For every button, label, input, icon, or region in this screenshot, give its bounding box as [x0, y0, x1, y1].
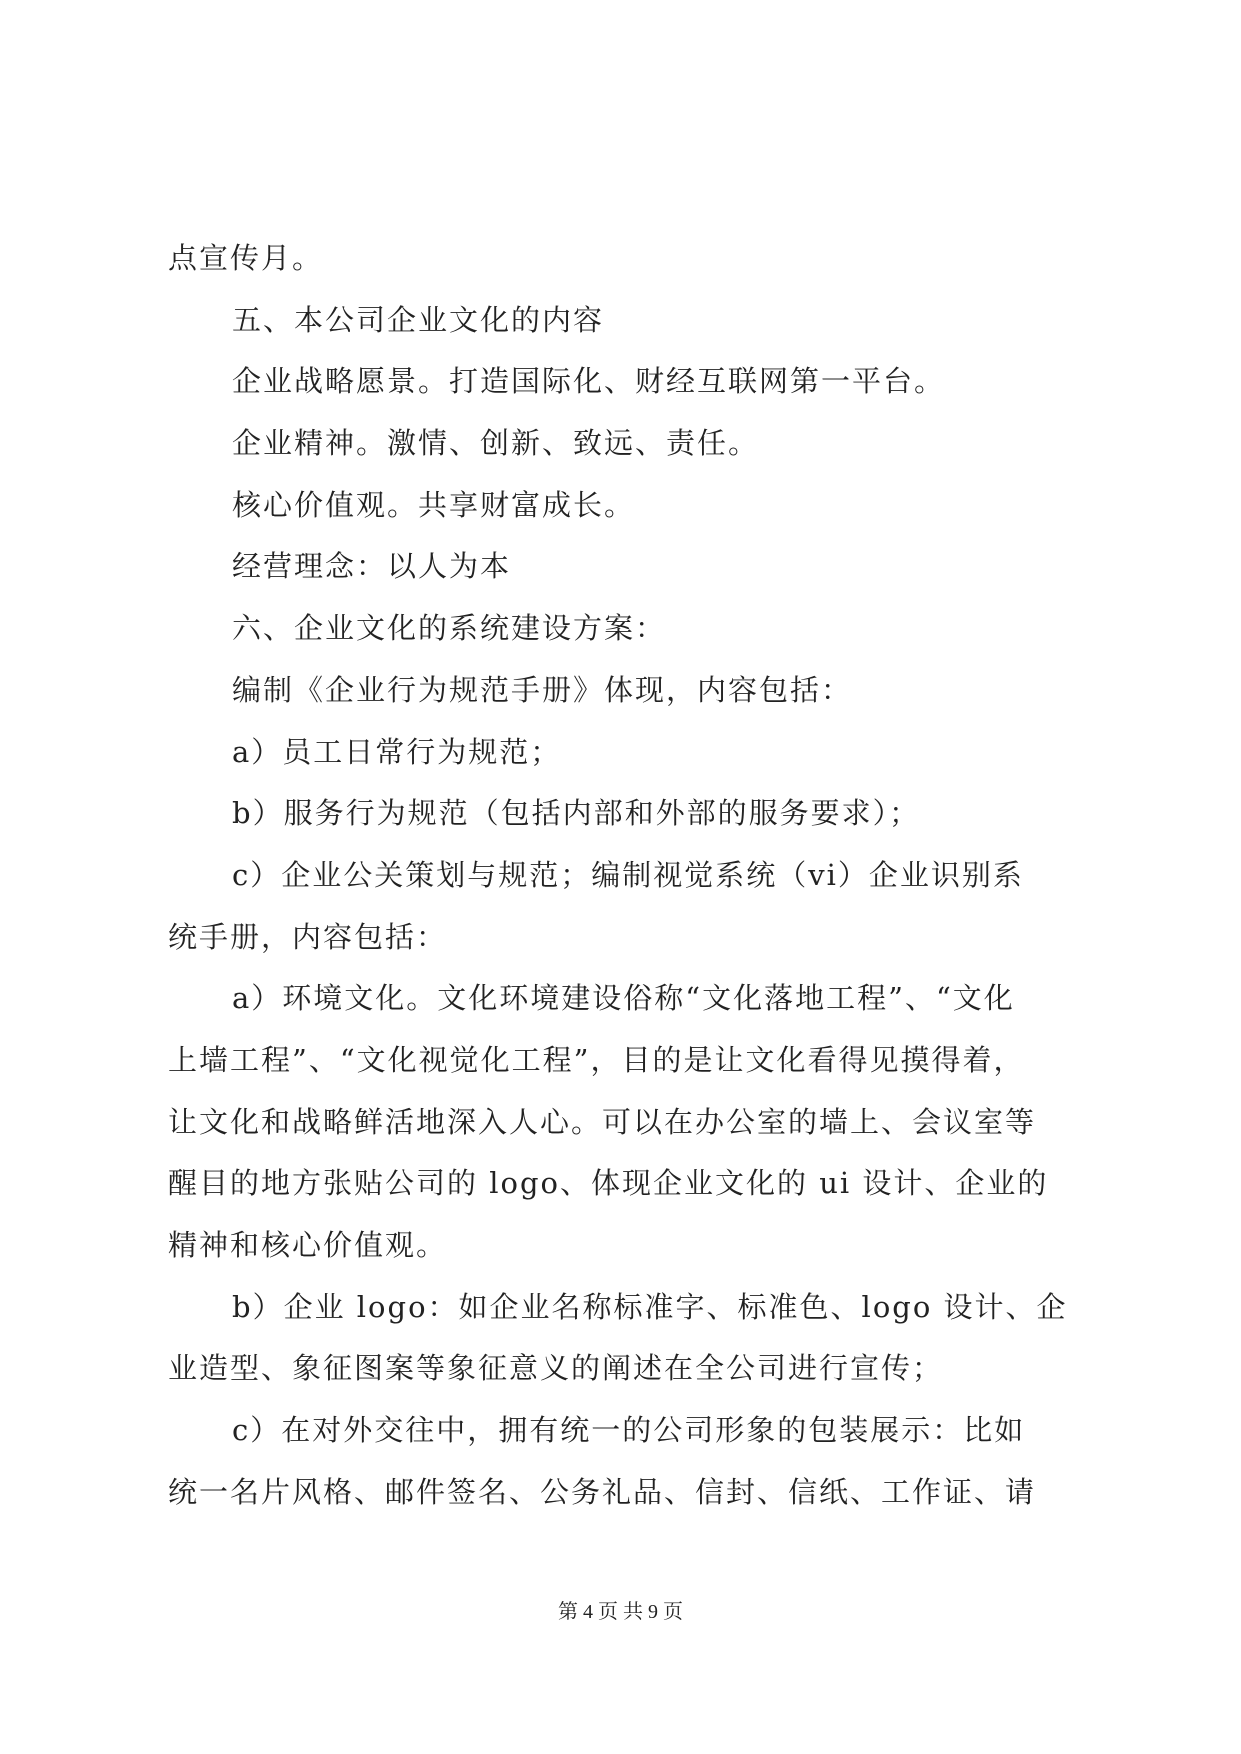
text-line-continuation: 统一名片风格、邮件签名、公务礼品、信封、信纸、工作证、请	[168, 1474, 1037, 1509]
text-line: 编制《企业行为规范手册》体现，内容包括：	[232, 672, 853, 707]
list-item: a）员工日常行为规范；	[232, 734, 562, 769]
list-item: a）环境文化。文化环境建设俗称“文化落地工程”、“文化	[232, 981, 1015, 1016]
list-item: c）在对外交往中，拥有统一的公司形象的包装展示：比如	[232, 1413, 1026, 1448]
text-line: 企业战略愿景。打造国际化、财经互联网第一平台。	[232, 364, 946, 399]
list-item: b）服务行为规范（包括内部和外部的服务要求）；	[232, 796, 921, 831]
text-line-continuation: 统手册，内容包括：	[168, 919, 448, 954]
text-line-continuation: 让文化和战略鲜活地深入人心。可以在办公室的墙上、会议室等	[168, 1104, 1037, 1139]
list-item: b）企业 logo：如企业名称标准字、标准色、logo 设计、企	[232, 1289, 1068, 1324]
section-heading-6: 六、企业文化的系统建设方案：	[232, 611, 667, 646]
text-line-continuation: 业造型、象征图案等象征意义的阐述在全公司进行宣传；	[168, 1351, 944, 1386]
text-line-continuation: 醒目的地方张贴公司的 logo、体现企业文化的 ui 设计、企业的	[168, 1166, 1049, 1201]
text-line-continuation: 精神和核心价值观。	[168, 1228, 448, 1262]
text-line-continuation: 上墙工程”、“文化视觉化工程”，目的是让文化看得见摸得着，	[168, 1042, 1025, 1077]
text-line: 企业精神。激情、创新、致远、责任。	[232, 426, 760, 461]
text-line: 点宣传月。	[168, 241, 324, 275]
body-text	[168, 228, 1080, 1523]
text-line: 核心价值观。共享财富成长。	[232, 487, 636, 522]
section-heading-5: 五、本公司企业文化的内容	[232, 302, 605, 337]
page-number: 第 4 页 共 9 页	[558, 1601, 683, 1623]
list-item: c）企业公关策划与规范；编制视觉系统（vi）企业识别系	[232, 857, 1024, 892]
page-footer	[0, 1597, 1241, 1627]
text-line: 经营理念：以人为本	[232, 549, 512, 584]
